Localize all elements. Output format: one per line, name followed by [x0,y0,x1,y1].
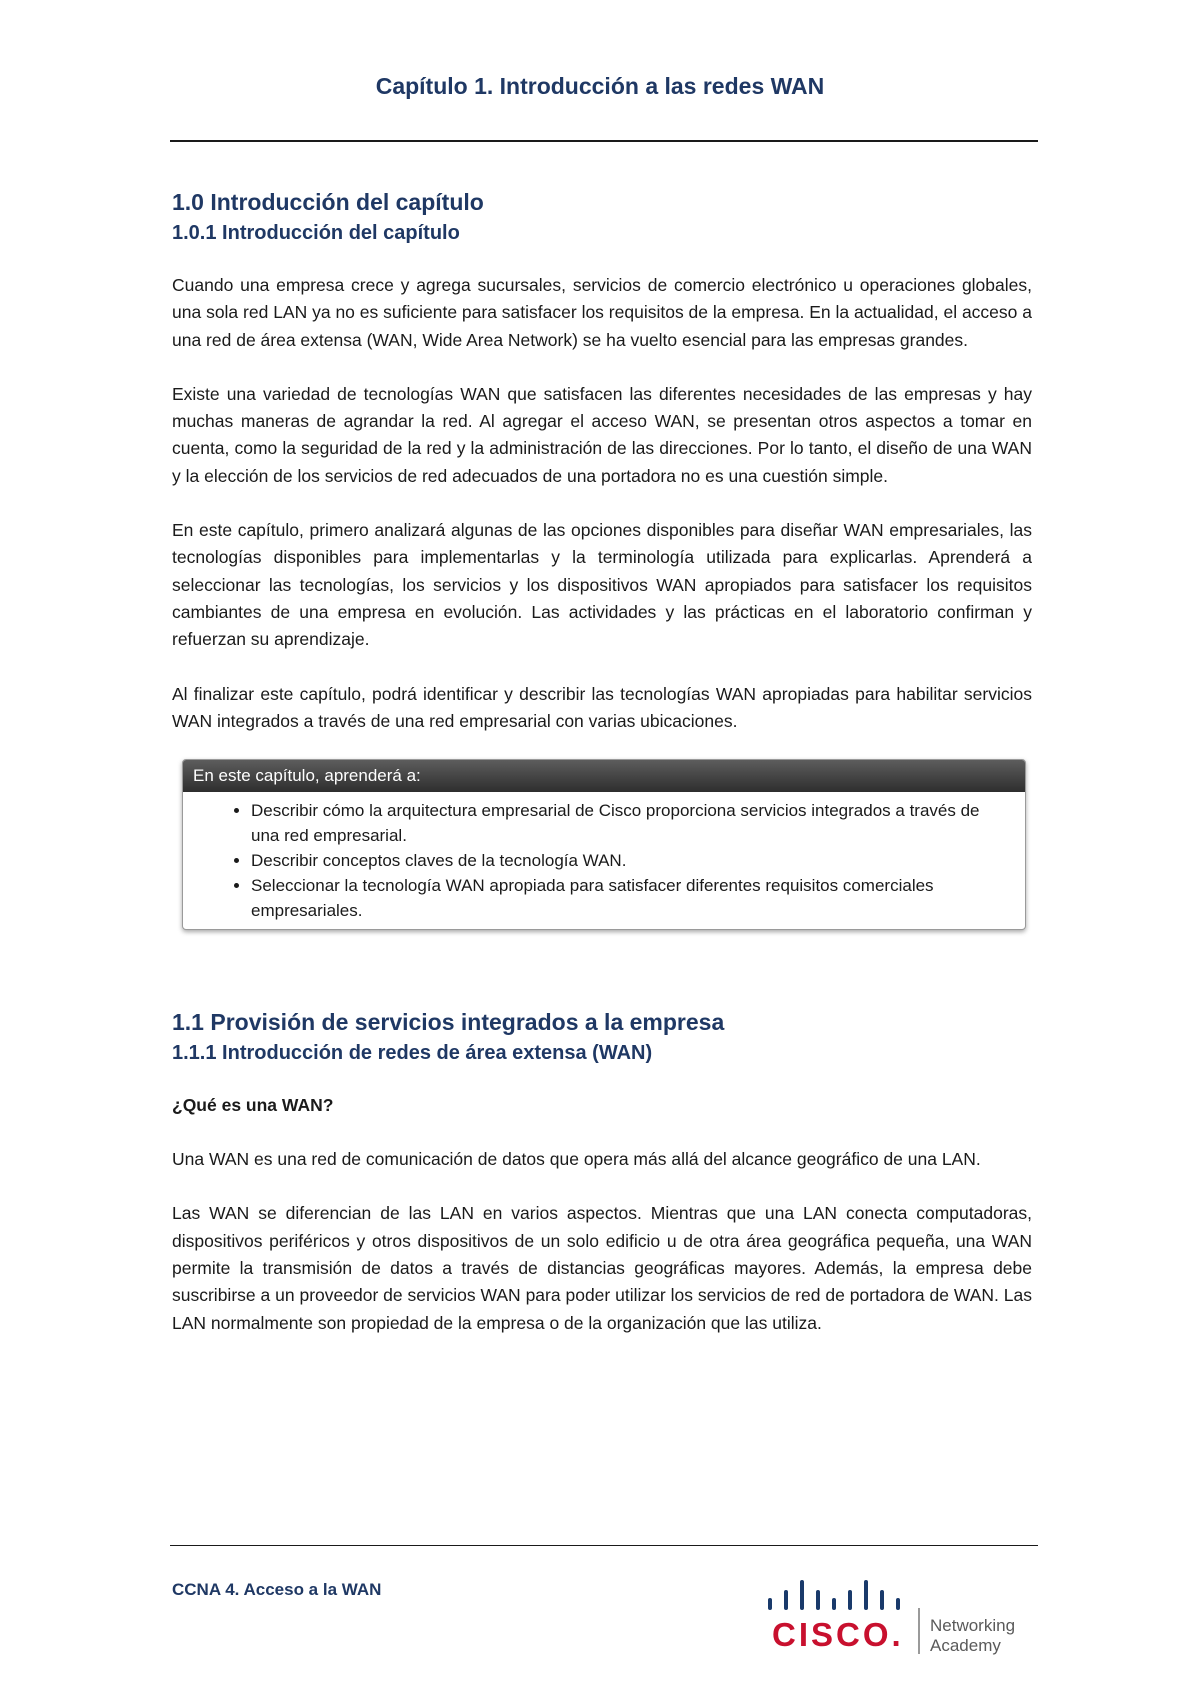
objectives-callout [182,759,1026,930]
paragraph: Las WAN se diferencian de las LAN en varios aspectos. Mientras que una LAN conecta computadoras, dispositivos periféricos y otros dispositivos de un solo edificio u de otra área geográfica pequeña, una WAN permite la transmisión de datos a través de distancias geográficas mayores. Además, la empresa debe suscribirse a un proveedor de servicios WAN para poder utilizar los servicios de red de portadora de WAN. Las LAN normalmente son propiedad de la empresa o de la organización que las utiliza. [172,1203,1032,1333]
footer-divider [170,1545,1038,1546]
subsection-heading-1-1-1: 1.1.1 Introducción de redes de área extensa (WAN) [172,1042,653,1065]
paragraph: Existe una variedad de tecnologías WAN que satisfacen las diferentes necesidades de las empresas y hay muchas maneras de agrandar la red. Al agregar el acceso WAN, se presentan otros aspectos a tomar en cuenta, como la seguridad de la red y la administración de las direcciones. Por lo tanto, el diseño de una WAN y la elección de los servicios de red adecuados de una portadora no es una cuestión simple. [172,383,1032,486]
section-heading-1-0: 1.0 Introducción del capítulo [172,189,484,215]
objectives-list [183,798,1025,923]
networking-academy-label [930,1616,1015,1656]
callout-title: En este capítulo, aprenderá a: [183,760,1025,792]
main-content [172,186,1032,1337]
page-header-title: Capítulo 1. Introducción a las redes WAN [375,73,825,99]
cisco-wordmark: CISCO. [772,1616,904,1653]
paragraph: En este capítulo, primero analizará algunas de las opciones disponibles para diseñar WAN empresariales, las tecnologías disponibles para implementarlas y la terminología utilizada para explicarlas. Aprenderá a seleccionar las tecnologías, los servicios y los dispositivos WAN apropiados para satisfacer los requisitos cambiantes de una empresa en evolución. Las actividades y las prácticas en el laboratorio confirman y refuerzan su aprendizaje. [172,520,1032,650]
logo-line-2: Academy [930,1636,1001,1655]
list-item: • Describir cómo la arquitectura empresarial de Cisco proporciona servicios integrados a través de una red empresarial. [251,798,1025,848]
list-item: • Describir conceptos claves de la tecnología WAN. [251,848,1025,873]
subsection-heading-1-0-1: 1.0.1 Introducción del capítulo [172,222,460,244]
logo-separator [918,1608,920,1654]
paragraph: Al finalizar este capítulo, podrá identificar y describir las tecnologías WAN apropiadas para habilitar servicios WAN integrados a través de una red empresarial con varias ubicaciones. [172,683,1032,731]
cisco-networking-academy-logo [760,1578,1040,1658]
section-heading-1-1: 1.1 Provisión de servicios integrados a la empresa [172,1009,725,1036]
paragraph: Una WAN es una red de comunicación de datos que opera más allá del alcance geográfico de una LAN. [172,1149,981,1170]
question-heading: ¿Qué es una WAN? [172,1095,334,1116]
header-divider [170,140,1038,142]
footer-course-label: CCNA 4. Acceso a la WAN [172,1580,382,1599]
logo-line-1: Networking [930,1616,1016,1635]
cisco-bars-icon [760,1578,900,1616]
list-item: • Seleccionar la tecnología WAN apropiada para satisfacer diferentes requisitos comerciales empresariales. [251,873,1025,923]
paragraph: Cuando una empresa crece y agrega sucursales, servicios de comercio electrónico u operaciones globales, una sola red LAN ya no es suficiente para satisfacer los requisitos de la empresa. En la actualidad, el acceso a una red de área extensa (WAN, Wide Area Network) se ha vuelto esencial para las empresas grandes. [172,275,1032,350]
